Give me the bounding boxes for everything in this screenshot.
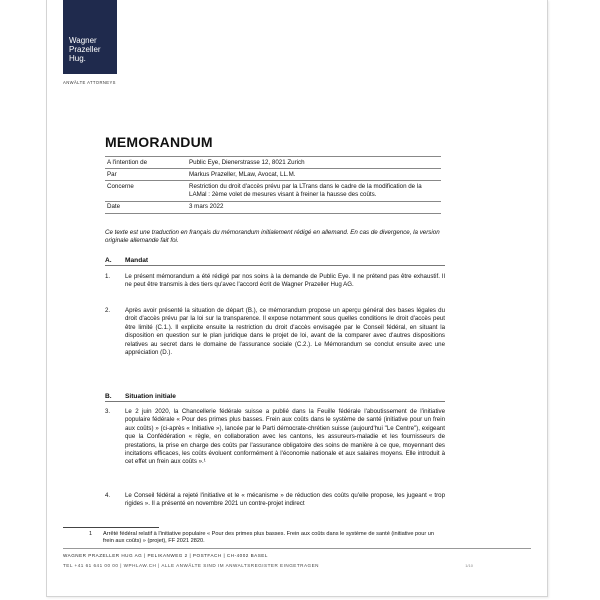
meta-label: Date [105,201,187,213]
meta-label: Par [105,169,187,181]
paragraph-text: Le Conseil fédéral a rejeté l'initiative et le « mécanisme » de réduction des coûts qu'elle propose, les jugeant « trop rigides ». Il a présenté en novembre 2021 un contre-projet indirect [125,492,445,508]
meta-value: 3 mars 2022 [187,201,441,213]
section-title: Situation initiale [125,393,176,400]
paragraph-number: 4. [105,492,111,499]
logo-text: Wagner Prazeller Hug. [69,36,101,63]
section-heading [105,393,445,402]
footer-divider [63,548,531,549]
meta-value: Restriction du droit d'accès prévu par la LTrans dans le cadre de la modification de la LAMal : 2ème volet de mesures visant à freiner la hausse des coûts. [187,181,441,201]
paragraph-number: 3. [105,408,111,415]
paragraph [105,492,445,509]
meta-row [105,169,441,181]
section-letter: A. [105,257,112,264]
firm-logo [63,0,117,74]
footer-address: WAGNER PRAZELLER HUG AG | PELIKANWEG 2 | POSTFACH | CH-4002 BASEL [63,553,268,558]
paragraph [105,408,445,467]
footnote-text: Arrêté fédéral relatif à l'initiative populaire « Pour des primes plus basses. Frein aux coûts dans le système de santé (initiative pour un frein aux coûts) » (projet), FF 2021 2820. [103,531,434,544]
footnote [89,531,443,545]
paragraph [105,307,445,357]
memo-meta-table [105,156,441,214]
paragraph [105,273,445,290]
paragraph-text: Après avoir présenté la situation de départ (B.), ce mémorandum propose un aperçu général des bases légales du droit d'accès prévu par la loi sur la transparence. Il expose notamment sous quelles conditions le droit d'accès peut être limité (C.1.). Il explicite ensuite la restriction du droit d'accès envisagée par le Conseil fédéral, en situant la disposition en question sur le plan juridique dans le projet de loi, avant de la comparer avec d'autres dispositions relatives au secret dans le domaine de l'assurance sociale (C.2.). Le Mémorandum se conclut ensuite avec une appréciation (D.). [125,307,445,357]
section-letter: B. [105,393,112,400]
meta-label: A l'intention de [105,157,187,169]
paragraph-text: Le 2 juin 2020, la Chancellerie fédérale suisse a publié dans la Feuille fédérale l'aboutissement de l'initiative populaire fédérale « Pour des primes plus basses. Frein aux coûts dans le système de santé (initiative pour un frein aux coûts) » (ci-après « Initiative »), lancée par le Parti démocrate-chrétien suisse (aujourd'hui "Le Centre"), exigeant que la Confédération « règle, en collaboration avec les cantons, les assureurs-maladie et les fournisseurs de prestations, la prise en charge des coûts par l'assurance obligatoire des soins de manière à ce que, moyennant des incitations efficaces, les coûts évoluent conformément à l'économie nationale et aux salaires moyens. Elle introduit à cet effet un frein aux coûts ».¹ [125,408,445,466]
footnote-mark: 1 [89,531,93,537]
logo-tagline: ANWÄLTE ATTORNEYS [63,80,116,85]
document-page [46,0,548,597]
paragraph-number: 2. [105,307,111,314]
footer-contact: TEL +41 61 641 00 00 | WPHLAW.CH | ALLE ANWÄLTE SIND IM ANWALTSREGISTER EINGETRAGEN [63,563,319,568]
translation-note: Ce texte est une traduction en français du mémorandum initialement rédigé en allemand. En cas de divergence, la version originale allemande fait foi. [105,229,440,244]
section-heading [105,257,445,266]
footnote-divider [63,527,159,528]
meta-value: Markus Prazeller, MLaw, Avocat, LL.M. [187,169,441,181]
paragraph-text: Le présent mémorandum a été rédigé par nos soins à la demande de Public Eye. Il ne prétend pas être exhaustif. Il ne peut être transmis à des tiers qu'avec l'accord écrit de Wagner Prazeller Hug AG. [125,273,445,289]
meta-label: Concerne [105,181,187,201]
meta-row [105,201,441,213]
meta-row [105,181,441,201]
paragraph-number: 1. [105,273,111,280]
meta-row [105,157,441,169]
meta-value: Public Eye, Dienerstrasse 12, 8021 Zurich [187,157,441,169]
page-number: 1/10 [465,563,473,568]
document-title: MEMORANDUM [105,134,213,150]
section-title: Mandat [125,257,149,264]
